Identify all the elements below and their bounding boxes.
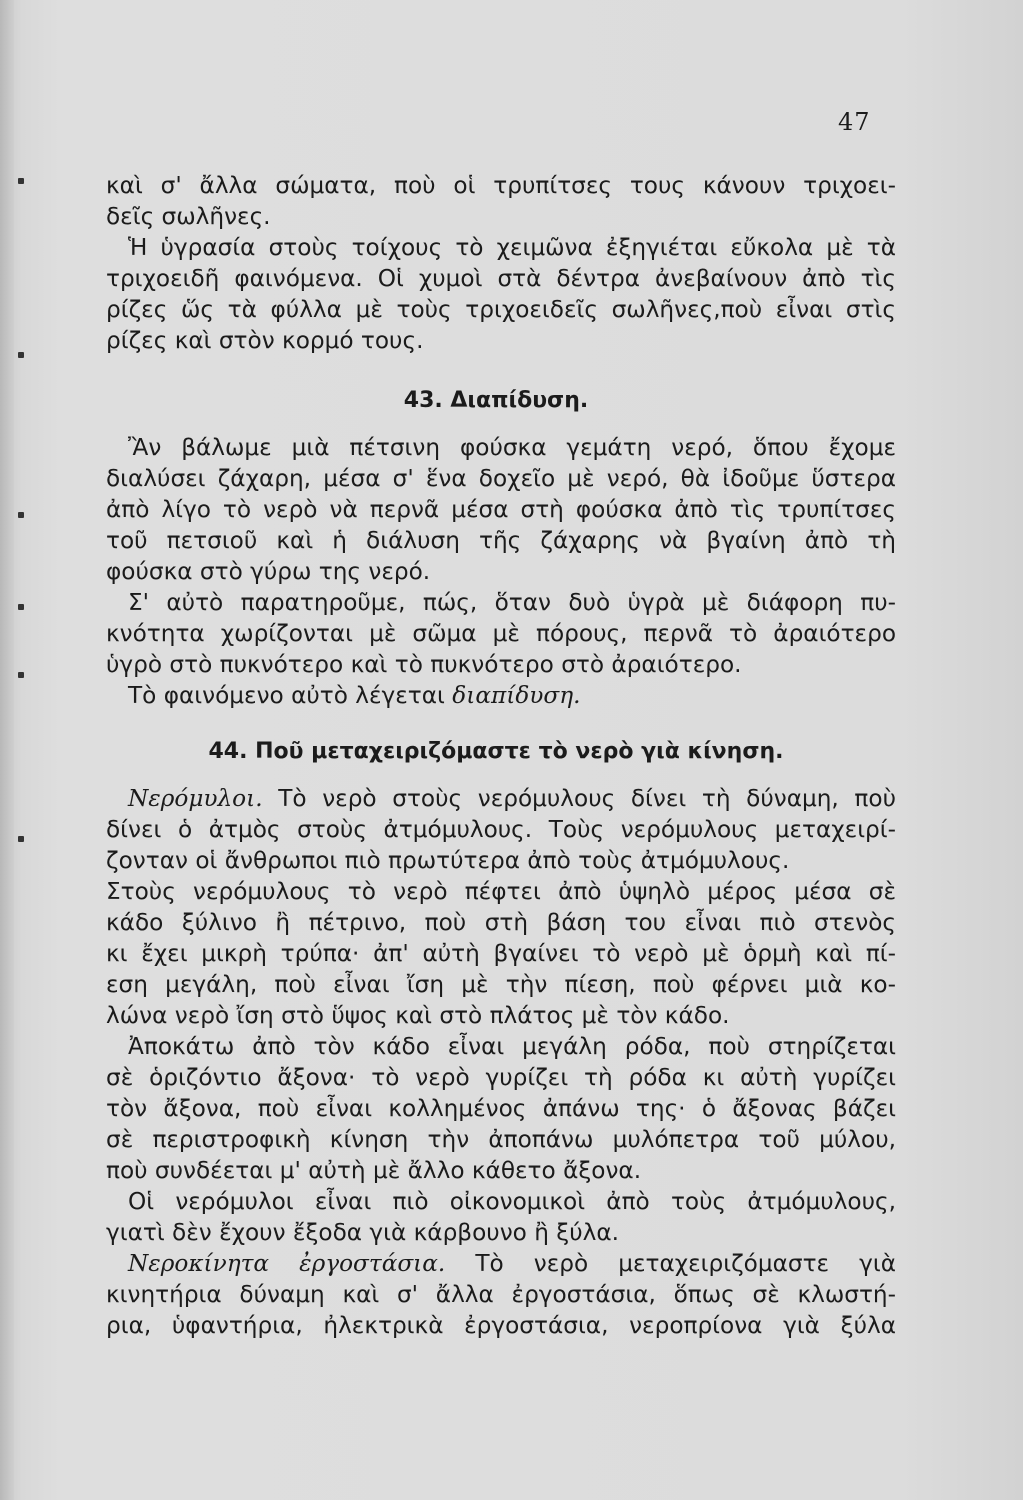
text-line: λώνα νερὸ ἴση στὸ ὕψος καὶ στὸ πλάτος μὲ τὸν κάδο. — [106, 1002, 730, 1029]
text-line: ζονταν οἱ ἄνθρωποι πιὸ πρωτύτερα ἀπὸ τοὺς ἀτμόμυλους. — [106, 847, 790, 874]
margin-dot — [18, 512, 24, 518]
text-line: Ἡ ὑγρασία στοὺς τοίχους τὸ χειμῶνα ἐξηγιέται εὔκολα μὲ τὰ — [128, 234, 896, 261]
text-line: γιατὶ δὲν ἔχουν ἔξοδα γιὰ κάρβουνο ἢ ξύλα. — [106, 1219, 620, 1246]
text-line: κάδο ξύλινο ἢ πέτρινο, ποὺ στὴ βάση του εἶναι πιὸ στενὸς — [106, 909, 896, 936]
text-line: Στοὺς νερόμυλους τὸ νερὸ πέφτει ἀπὸ ὑψηλὸ μέρος μέσα σὲ — [106, 878, 896, 905]
text-line: σὲ ὁριζόντιο ἄξονα· τὸ νερὸ γυρίζει τὴ ρόδα κι αὐτὴ γυρίζει — [106, 1064, 896, 1091]
text-line: Οἱ νερόμυλοι εἶναι πιὸ οἰκονομικοὶ ἀπὸ τοὺς ἀτμόμυλους, — [128, 1188, 896, 1215]
text-span: Τὸ νερὸ στοὺς νερόμυλους δίνει τὴ δύναμη, ποὺ — [262, 785, 896, 812]
text-line: διαλύσει ζάχαρη, μέσα σ' ἕνα δοχεῖο μὲ νερό, θὰ ἰδοῦμε ὕστερα — [106, 465, 896, 492]
text-line: τὸν ἄξονα, ποὺ εἶναι κολλημένος ἀπάνω της· ὁ ἄξονας βάζει — [106, 1095, 896, 1122]
text-line: ρίζες καὶ στὸν κορμό τους. — [106, 327, 424, 354]
text-line: τοῦ πετσιοῦ καὶ ἡ διάλυση τῆς ζάχαρης νὰ βγαίνη ἀπὸ τὴ — [106, 527, 896, 554]
text-line: Ἀποκάτω ἀπὸ τὸν κάδο εἶναι μεγάλη ρόδα, ποὺ στηρίζεται — [128, 1033, 896, 1060]
margin-dot — [18, 178, 24, 184]
text-line: δίνει ὁ ἀτμὸς στοὺς ἀτμόμυλους. Τοὺς νερόμυλους μεταχειρί- — [106, 816, 896, 843]
text-line: φούσκα στὸ γύρω της νερό. — [106, 558, 431, 585]
text-line: καὶ σ' ἄλλα σώματα, ποὺ οἱ τρυπίτσες τους κάνουν τριχοει- — [106, 172, 896, 199]
section-heading-43: 43. Διαπίδυση. — [403, 388, 589, 413]
text-line — [106, 680, 896, 711]
italic-term: διαπίδυση. — [452, 682, 581, 709]
text-line — [106, 783, 896, 814]
text-line: ρίζες ὥς τὰ φύλλα μὲ τοὺς τριχοειδεῖς σωλῆνες,ποὺ εἶναι στὶς — [106, 296, 896, 323]
text-line: ἀπὸ λίγο τὸ νερὸ νὰ περνᾶ μέσα στὴ φούσκα ἀπὸ τὶς τρυπίτσες — [106, 496, 896, 523]
text-line: κινητήρια δύναμη καὶ σ' ἄλλα ἐργοστάσια, ὅπως σὲ κλωστή- — [106, 1281, 896, 1308]
italic-term: Νεροκίνητα ἐργοστάσια. — [128, 1250, 446, 1277]
margin-dot — [18, 352, 24, 358]
text-span: Τὸ νερὸ μεταχειριζόμαστε γιὰ — [445, 1250, 896, 1277]
text-line: τριχοειδῆ φαινόμενα. Οἱ χυμοὶ στὰ δέντρα ἀνεβαίνουν ἀπὸ τὶς — [106, 265, 896, 292]
text-line: σὲ περιστροφικὴ κίνηση τὴν ἀποπάνω μυλόπετρα τοῦ μύλου, — [106, 1126, 896, 1153]
margin-dot — [18, 836, 24, 842]
text-span: Τὸ φαινόμενο αὐτὸ λέγεται — [128, 682, 453, 709]
book-spine-shadow — [0, 0, 14, 1500]
text-line: ὑγρὸ στὸ πυκνότερο καὶ τὸ πυκνότερο στὸ ἀραιότερο. — [106, 651, 742, 678]
page-number: 47 — [838, 108, 871, 136]
margin-dot — [18, 672, 24, 678]
italic-term: Νερόμυλοι. — [128, 785, 263, 812]
text-line: ποὺ συνδέεται μ' αὐτὴ μὲ ἄλλο κάθετο ἄξονα. — [106, 1157, 642, 1184]
section-heading-44: 44. Ποῦ μεταχειριζόμαστε τὸ νερὸ γιὰ κίνηση. — [208, 739, 784, 764]
text-line: κι ἔχει μικρὴ τρύπα· ἀπ' αὐτὴ βγαίνει τὸ νερὸ μὲ ὁρμὴ καὶ πί- — [106, 940, 896, 967]
text-line: Σ' αὐτὸ παρατηροῦμε, πώς, ὅταν δυὸ ὑγρὰ μὲ διάφορη πυ- — [128, 589, 896, 616]
text-line: εση μεγάλη, ποὺ εἶναι ἴση μὲ τὴν πίεση, ποὺ φέρνει μιὰ κο- — [106, 971, 896, 998]
text-line: ρια, ὑφαντήρια, ἠλεκτρικὰ ἐργοστάσια, νεροπρίονα γιὰ ξύλα — [106, 1312, 896, 1339]
margin-dot — [18, 604, 24, 610]
text-block — [106, 170, 896, 1341]
margin-marks — [18, 0, 38, 1500]
text-line: κνότητα χωρίζονται μὲ σῶμα μὲ πόρους, περνᾶ τὸ ἀραιότερο — [106, 620, 896, 647]
text-line: Ἂν βάλωμε μιὰ πέτσινη φούσκα γεμάτη νερό, ὅπου ἔχομε — [128, 434, 896, 461]
text-line — [106, 1248, 896, 1279]
text-line: δεῖς σωλῆνες. — [106, 203, 271, 230]
